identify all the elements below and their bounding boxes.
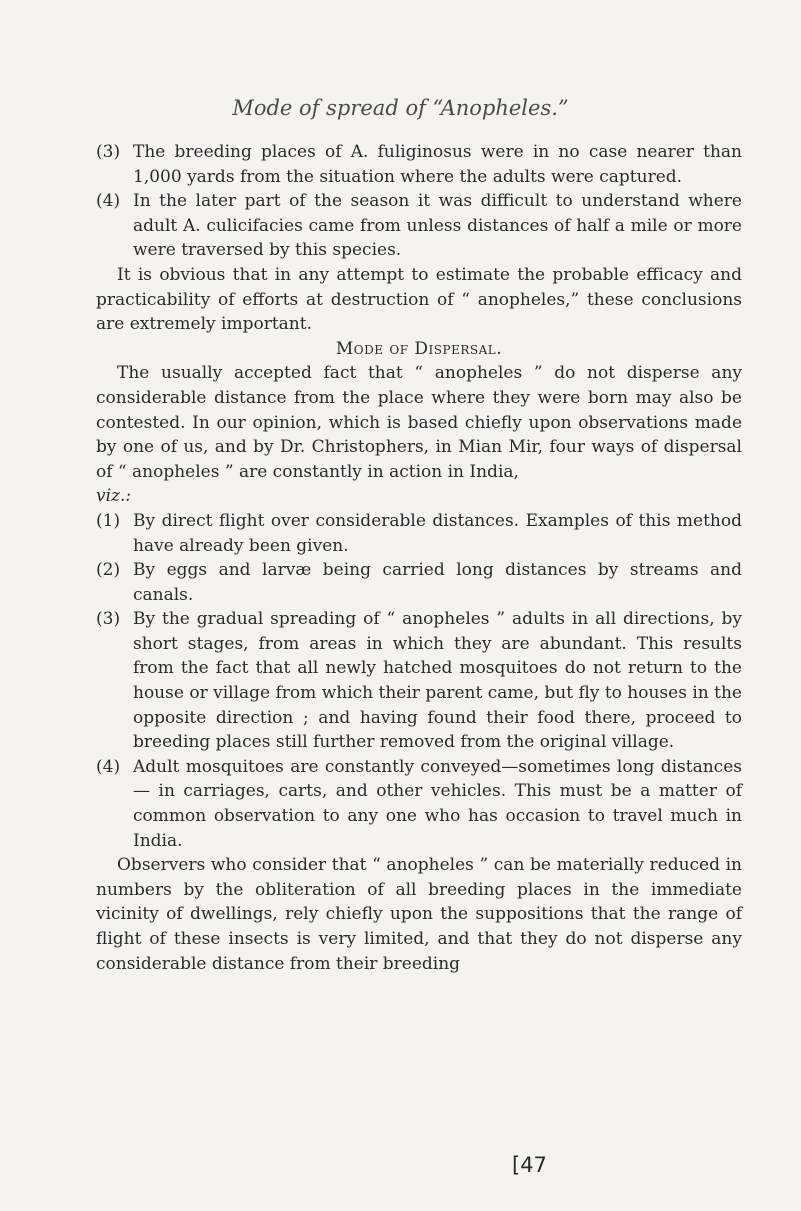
section-heading: Mode of Dispersal. bbox=[335, 338, 503, 359]
list-item bbox=[96, 509, 742, 558]
list-item-number: (4) bbox=[96, 756, 121, 777]
paragraph-continuation bbox=[96, 484, 742, 509]
paragraph: It is obvious that in any attempt to estimate the probable efficacy and practicability of efforts at destruction of “ anopheles,” these conclusions are extremely important. bbox=[96, 264, 742, 335]
list-item-number: (2) bbox=[96, 560, 121, 581]
list-item bbox=[96, 558, 742, 607]
list-item-number: (1) bbox=[96, 510, 121, 531]
list-item-text: By the gradual spreading of “ anopheles ” adults in all directions, by short stages, from areas in which they are abundant. This results from the fact that all newly hatched mosquitoes do not return to the house or village from which their parent came, but fly to houses in the opposite direction ; and having found their food there, proceed to breeding places still further removed from the original village. bbox=[133, 609, 742, 753]
list-item-number: (3) bbox=[96, 609, 121, 630]
paragraph-text: The usually accepted fact that “ anopheles ” do not disperse any considerable distance from the place where they were born may also be contested. In our opinion, which is based chiefly upon observations made by one of us, and by Dr. Christophers, in Mian Mir, four ways of dispersal of “ anopheles ” are constantly in action in India, bbox=[96, 363, 742, 482]
viz-label: viz.: bbox=[96, 486, 132, 507]
list-item-text: By eggs and larvæ being carried long distances by streams and canals. bbox=[133, 560, 742, 605]
body-text bbox=[96, 140, 742, 976]
list-item-text: Adult mosquitoes are constantly conveyed—sometimes long distances— in carriages, carts, and other vehicles. This must be a matter of common observation to any one who has occasion to travel much in India. bbox=[133, 756, 742, 851]
list-item bbox=[96, 607, 742, 755]
list-item-text: The breeding places of A. fuliginosus were in no case nearer than 1,000 yards from the situation where the adults were captured. bbox=[133, 142, 742, 187]
list-item-text: In the later part of the season it was difficult to understand where adult A. culicifacies came from unless distances of half a mile or more were traversed by this species. bbox=[133, 191, 742, 261]
page-number: [47 bbox=[512, 1153, 547, 1177]
list-item bbox=[96, 140, 742, 189]
list-item-number: (3) bbox=[96, 142, 121, 162]
paragraph bbox=[96, 361, 742, 484]
list-item bbox=[96, 755, 742, 853]
running-title: Mode of spread of “Anopheles.” bbox=[232, 96, 569, 120]
list-item-number: (4) bbox=[96, 191, 121, 212]
list-item-text: By direct flight over considerable distances. Examples of this method have already been given. bbox=[133, 510, 742, 556]
list-item bbox=[96, 189, 742, 263]
paragraph: Observers who consider that “ anopheles ” can be materially reduced in numbers by the obliteration of all breeding places in the immediate vicinity of dwellings, rely chiefly upon the suppositions that the range of flight of these insects is very limited, and that they do not disperse any considerable distance from their breeding bbox=[96, 855, 742, 974]
